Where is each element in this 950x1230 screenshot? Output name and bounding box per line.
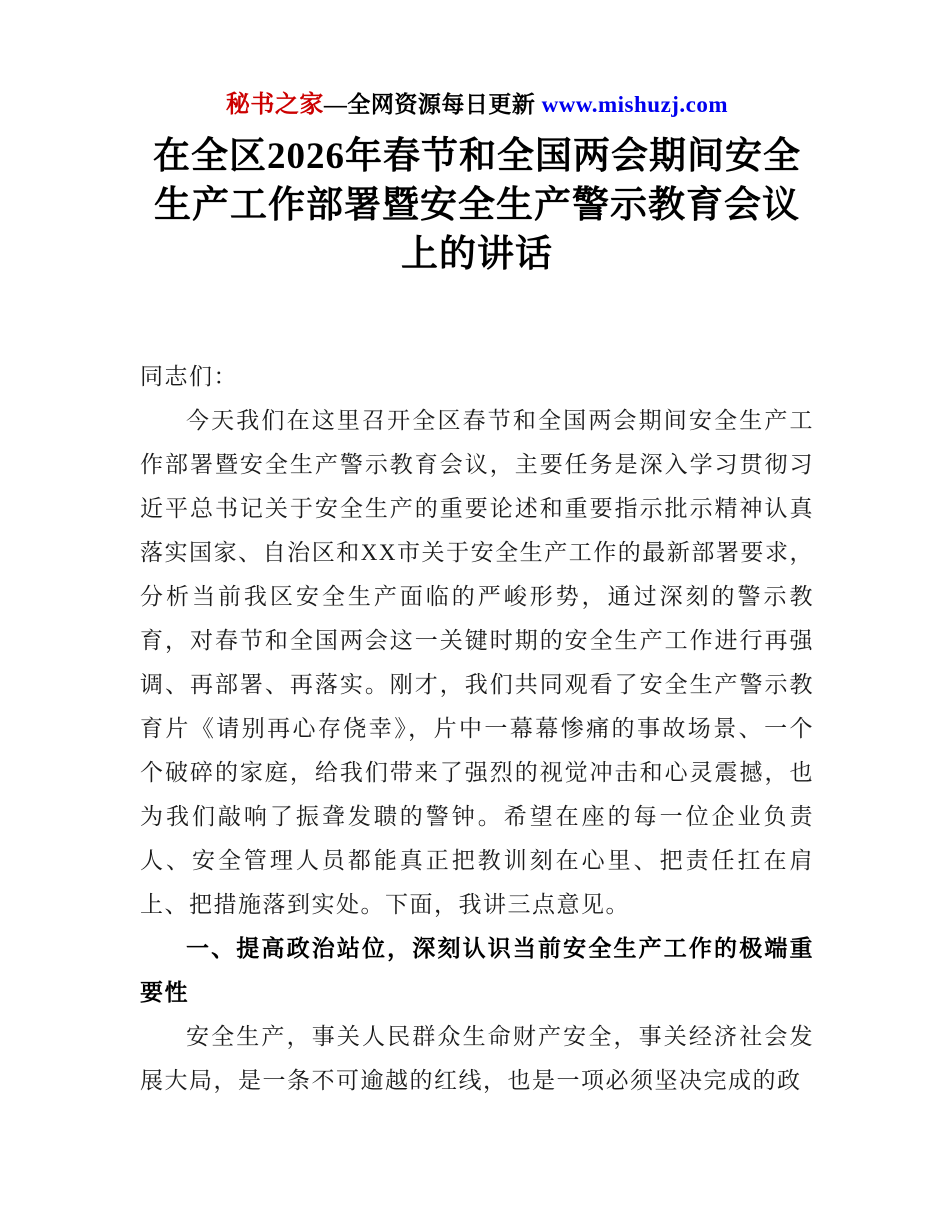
page-title: 在全区2026年春节和全国两会期间安全生产工作部署暨安全生产警示教育会议上的讲话	[153, 136, 801, 275]
paragraph-intro: 今天我们在这里召开全区春节和全国两会期间安全生产工作部署暨安全生产警示教育会议，主要任务是深入学习贯彻习近平总书记关于安全生产的重要论述和重要指示批示精神认真落实国家、自治区和XX市关于安全生产工作的最新部署要求，分析当前我区安全生产面临的严峻形势，通过深刻的警示教育，对春节和全国两会这一关键时期的安全生产工作进行再强调、再部署、再落实。刚才，我们共同观看了安全生产警示教育片《请别再心存侥幸》，片中一幕幕惨痛的事故场景、一个个破碎的家庭，给我们带来了强烈的视觉冲击和心灵震撼，也为我们敲响了振聋发聩的警钟。希望在座的每一位企业负责人、安全管理人员都能真正把教训刻在心里、把责任扛在肩上、把措施落到实处。下面，我讲三点意见。	[140, 408, 814, 918]
site-header	[140, 84, 814, 119]
site-brand: 秘书之家	[225, 92, 324, 118]
site-url-link[interactable]: www.mishuzj.com	[541, 92, 729, 117]
paragraph-section-1-body: 安全生产，事关人民群众生命财产安全，事关经济社会发展大局，是一条不可逾越的红线，也是一项必须坚决完成的政	[140, 1024, 814, 1094]
site-tagline: —全网资源每日更新	[323, 92, 542, 117]
section-heading-1: 一、提高政治站位，深刻认识当前安全生产工作的极端重要性	[140, 936, 814, 1006]
salutation: 同志们：	[140, 364, 238, 390]
